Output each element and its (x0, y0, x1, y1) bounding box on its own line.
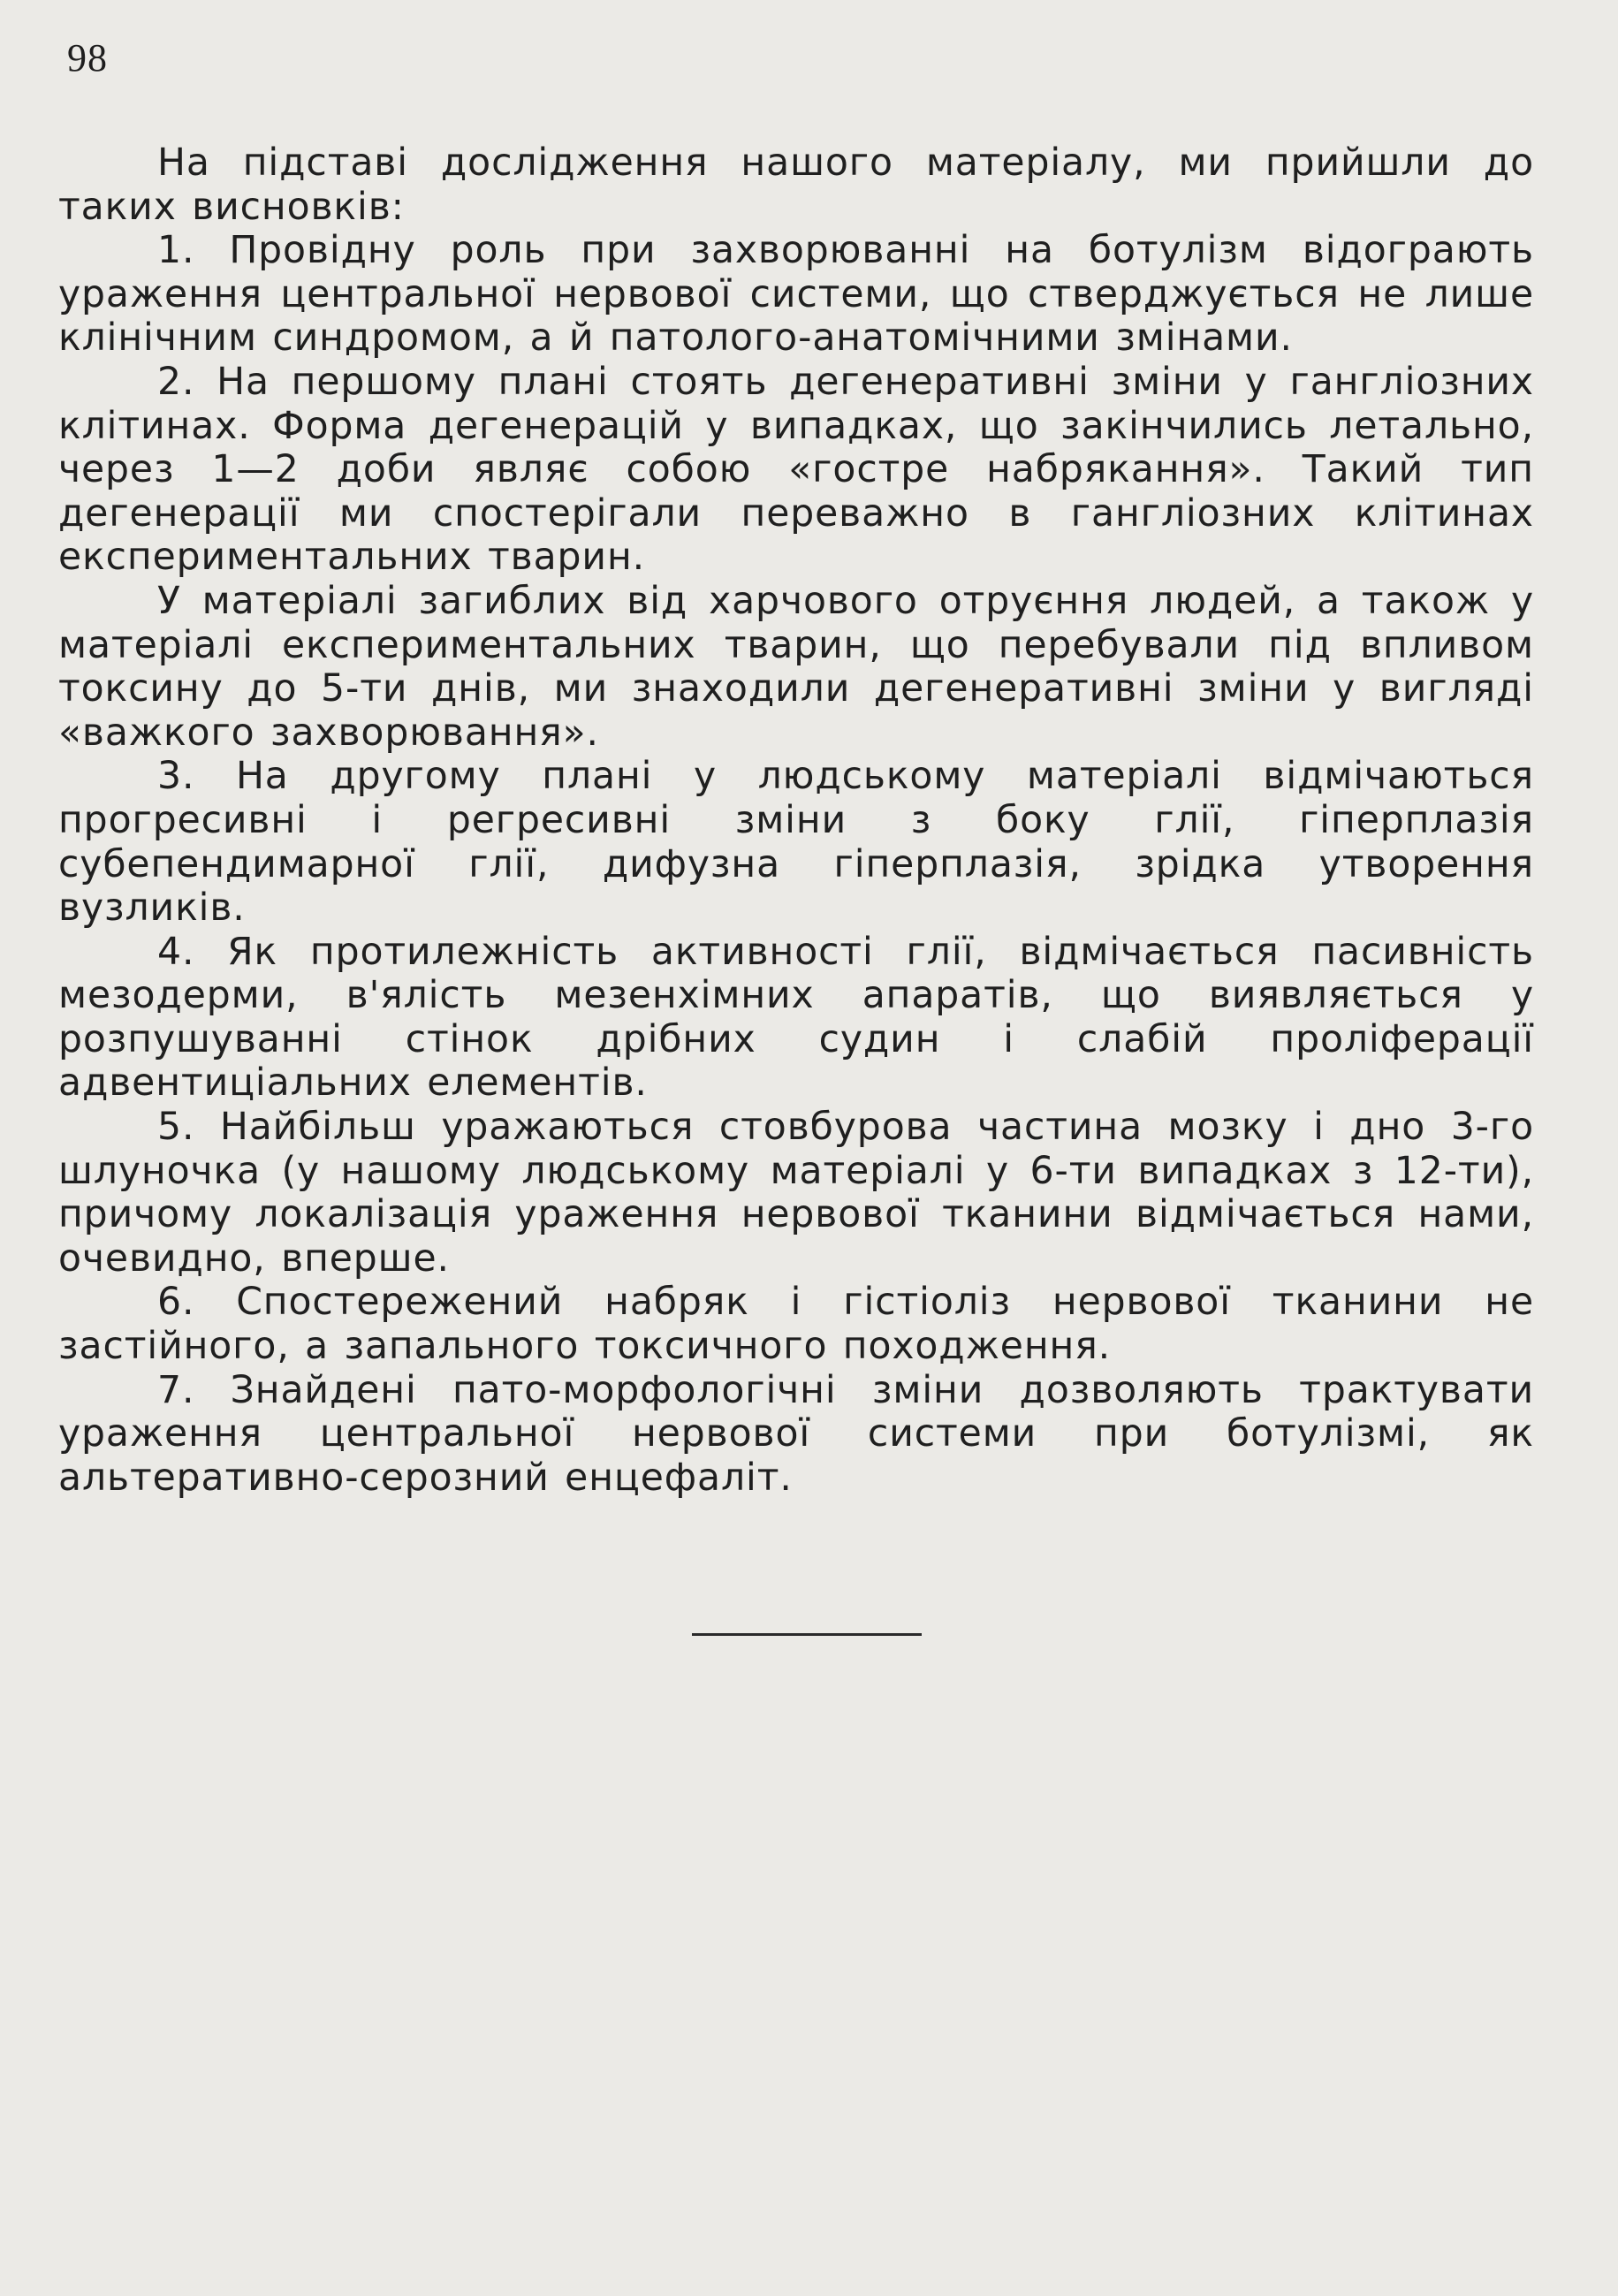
end-divider (692, 1633, 922, 1636)
conclusion-3: 3. На другому плані у людському матеріалі відмічаються прогресивні і регресивні зміни з боку глії, гіперплазія субепендимарної глії, дифузна гіперплазія, зрідка утворення вузликів. (58, 755, 1534, 931)
conclusion-4: 4. Як протилежність активності глії, відмічається пасивність мезодерми, в'ялість мезенхімних апаратів, що виявляється у розпушуванні стінок дрібних судин і слабій проліферації адвентиціальних елементів. (58, 930, 1534, 1106)
conclusion-2-continued: У матеріалі загиблих від харчового отруєння людей, а також у матеріалі експериментальних тварин, що перебували під впливом токсину до 5-ти днів, ми знаходили дегенеративні зміни у вигляді «важкого захворювання». (58, 579, 1534, 755)
intro-paragraph: На підставі дослідження нашого матеріалу, ми прийшли до таких висновків: (58, 141, 1534, 229)
page-number: 98 (67, 36, 108, 80)
conclusion-7: 7. Знайдені пато-морфологічні зміни дозволяють трактувати ураження центральної нервової системи при ботулізмі, як альтеративно-серозний енцефаліт. (58, 1368, 1534, 1500)
body-text (58, 141, 1534, 1500)
conclusion-1: 1. Провідну роль при захворюванні на ботулізм відограють ураження центральної нервової системи, що стверджується не лише клінічним синдромом, а й патолого-анатомічними змінами. (58, 229, 1534, 361)
conclusion-5: 5. Найбільш уражаються стовбурова частина мозку і дно 3-го шлуночка (у нашому людському матеріалі у 6-ти випадках з 12-ти), причому локалізація ураження нервової тканини відмічається нами, очевидно, вперше. (58, 1106, 1534, 1281)
conclusion-6: 6. Спостережений набряк і гістіоліз нервової тканини не застійного, а запального токсичного походження. (58, 1281, 1534, 1369)
conclusion-2: 2. На першому плані стоять дегенеративні зміни у гангліозних клітинах. Форма дегенерацій у випадках, що закінчились летально, через 1—2 доби являє собою «гостре набрякання». Такий тип дегенерації ми спостерігали переважно в гангліозних клітинах експериментальних тварин. (58, 360, 1534, 580)
